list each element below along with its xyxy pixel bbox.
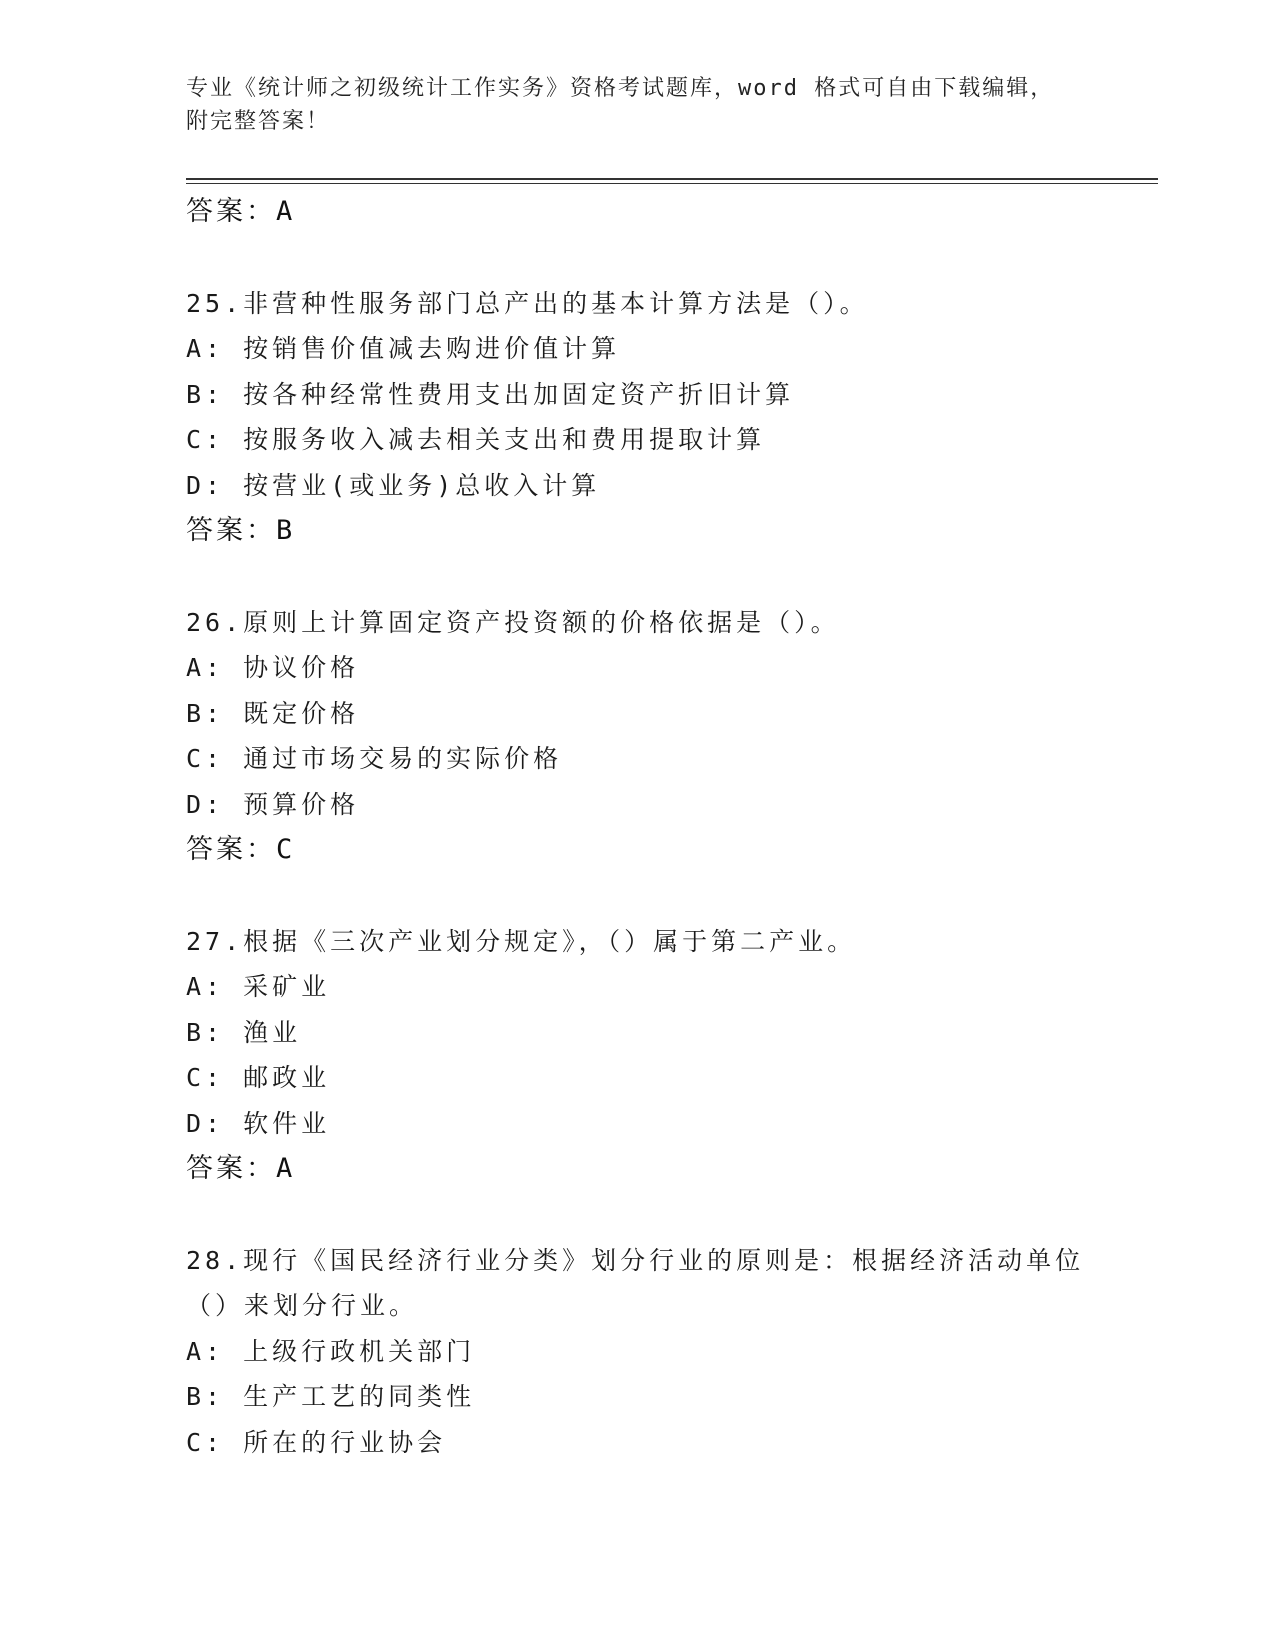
spacer [186,1192,1158,1238]
question-stem: 27.根据《三次产业划分规定》，（）属于第二产业。 [186,926,857,956]
option-c: C: 通过市场交易的实际价格 [186,744,563,773]
answer-27: 答案：A [186,1153,296,1184]
option-a: A: 采矿业 [186,972,331,1001]
question-stem-line-1: 28.现行《国民经济行业分类》划分行业的原则是：根据经济活动单位 [186,1245,1085,1275]
header-divider-thick [186,178,1158,180]
option-d: D: 预算价格 [186,789,360,819]
option-d: D: 软件业 [186,1108,331,1138]
question-28 [186,1238,1158,1466]
question-26 [186,600,1158,873]
option-d: D: 按营业(或业务)总收入计算 [186,470,601,500]
question-list [186,189,1158,1465]
spacer [186,235,1158,281]
option-b: B: 生产工艺的同类性 [186,1382,476,1411]
header-divider-thin [186,183,1158,184]
answer-prev: 答案：A [186,196,296,227]
option-c: C: 邮政业 [186,1063,331,1092]
question-stem: 25.非营种性服务部门总产出的基本计算方法是（）。 [186,288,869,318]
option-b: B: 渔业 [186,1017,302,1047]
option-c: C: 按服务收入减去相关支出和费用提取计算 [186,425,766,454]
answer-25: 答案：B [186,515,296,546]
document-header [186,72,1086,138]
header-line-1: 专业《统计师之初级统计工作实务》资格考试题库，word 格式可自由下载编辑， [186,76,1055,101]
option-c: C: 所在的行业协会 [186,1427,447,1457]
question-27 [186,919,1158,1192]
question-25 [186,281,1158,554]
option-a: A: 按销售价值减去购进价值计算 [186,334,621,363]
question-stem: 26.原则上计算固定资产投资额的价格依据是（）。 [186,607,840,637]
header-line-2: 附完整答案！ [186,109,331,134]
option-b: B: 既定价格 [186,698,360,728]
option-a: A: 协议价格 [186,653,360,682]
answer-26: 答案：C [186,834,296,865]
option-a: A: 上级行政机关部门 [186,1336,476,1366]
option-b: B: 按各种经常性费用支出加固定资产折旧计算 [186,379,795,409]
spacer [186,873,1158,919]
spacer [186,554,1158,600]
question-stem-line-2: （）来划分行业。 [186,1291,419,1320]
